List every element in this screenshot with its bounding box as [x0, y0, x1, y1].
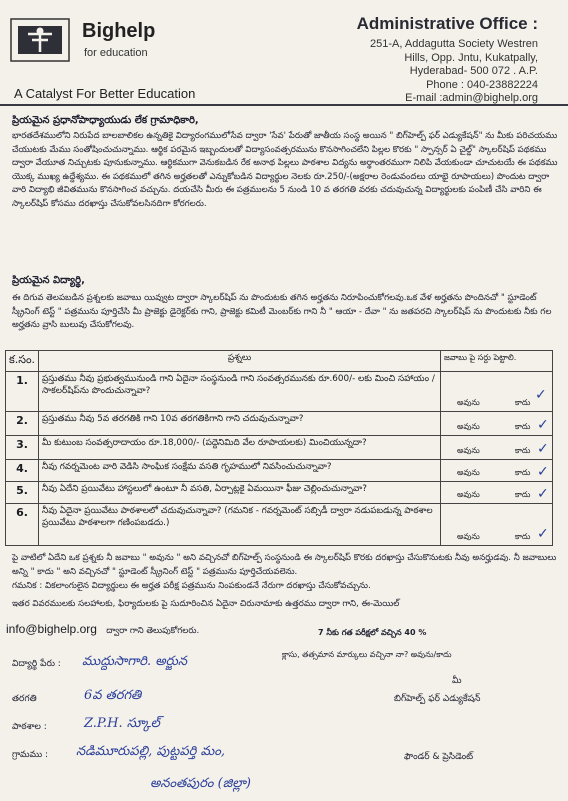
row-number: 3.	[6, 436, 39, 460]
greeting-headmaster: ప్రియమైన ప్రధానోపాధ్యాయుడు లేక గ్రామాధికారి,	[12, 115, 199, 126]
checkmark-icon: ✓	[537, 526, 549, 542]
address-line: 251-A, Addagutta Society Westren	[370, 38, 538, 50]
signature-closing: మీ	[452, 676, 462, 686]
checkmark-icon: ✓	[537, 464, 549, 480]
intro-paragraph: భారతదేశములోని నిరుపేద బాలబాలికల ఉన్నతికై విద్యారంగములోసేవ ద్వారా 'సేవ' పేరుతో జాతీయ సంస్థ అయిన " బిగ్‌హెల్ప్ ఫర్ ఎడ్యుకేషన్" ను మీకు పరిచయము చేయుటకు మేము సంతోషించుచున్నాము. ఆర్థిక పరమైన ఇబ్బందులతో విద్యాసంవత్సరమును కొనసాగించలేని పిల్లల కొరకు " స్పాన్సర్ ఏ చైల్డ్" స్కాలర్‌షిప్ పథకము ద్వారా వేయూత నిచ్చుటకు పూనుకున్నాము. ఆర్థికముగా వెనుకబడిన రేక అనాథ పిల్లలు పాఠశాల విద్యను అర్థాంతరముగా నిలిపి వేయకుండా చూచుటయే ఈ పథకము యొక్క ముఖ్య ఉద్దేశ్యము. ఈ పథకములో తగిన అర్హతలతో ఎన్నుకోబడిన విద్యార్థుల నెలకు రూ.250/-(అక్షరాల రెండువందలు యాభై రూపాయలు) పొందుట ద్వారా వారి విద్యాభి జీవితమును కొనసాగించ వచ్చును. దయచేసి మీరు ఈ పత్రములను 5 నుండి 10 వ తరగతి వరకు చదువుచున్న విద్యార్థులకు పంపిణీ చేసి వారిని ఈ స్కాలర్‌షిప్ కోసము దరఖాస్తు చేసుకోవలసినదిగా కోరగలరు.	[12, 131, 558, 209]
yes-option[interactable]: అవును	[457, 398, 480, 407]
answer-cell[interactable]	[441, 482, 553, 504]
email-line: E-mail :admin@bighelp.org	[405, 92, 538, 104]
checkmark-icon: ✓	[535, 387, 547, 403]
contact-paragraph: ఇతర వివరములకు సలహాలకు, ఫిర్యాదులకు పై సుదూరించిన ఏదైనా చిరునామాకు ఉత్తరము ద్వారా గాని, ఈ-మెయిల్	[12, 599, 400, 609]
yes-option[interactable]: అవును	[457, 532, 480, 541]
class-label: తరగతి	[12, 694, 37, 704]
office-address	[370, 38, 538, 106]
row-number: 4.	[6, 460, 39, 482]
answer-cell[interactable]	[441, 504, 553, 546]
yes-option[interactable]: అవును	[457, 468, 480, 477]
eligibility-table	[5, 350, 553, 546]
question-text: మీ కుటుంబ సంవత్సరాదాయం రూ.18,000/- (పద్దెనిమిది వేల రూపాయలకు) మించియున్నదా?	[39, 436, 441, 460]
village-field[interactable]: నడిమూరుపల్లి, పుట్టపర్తి మం,	[76, 744, 225, 759]
checkmark-icon: ✓	[537, 441, 549, 457]
student-name-label: విద్యార్థి పేరు :	[12, 659, 61, 669]
address-line: Hyderabad- 500 072 . A.P.	[409, 65, 538, 77]
table-row	[6, 436, 553, 460]
disability-note: గమనిక : వికలాంగులైన విద్యార్థులు ఈ అర్హత పరీక్ష పత్రమును నింపకుండనే నేరుగా దరఖాస్తు చేసుకోవచ్చును.	[12, 581, 371, 591]
answer-cell[interactable]	[441, 436, 553, 460]
question-text: నీవు గవర్నమెంట వారి వెడిసి సాంఘిక సంక్షేమ వసతి గృహములో నివసించుచున్నావా?	[39, 460, 441, 482]
col-question-header: ప్రశ్నలు	[39, 351, 441, 372]
eligibility-paragraph: పై వాటిలో ఏదేని ఒక ప్రశ్నకు నీ జవాబు " అవును " అని వచ్చినచో బిగ్‌హెల్ప్ సంస్థనుండి ఈ స్కాలర్‌షిప్ కొరకు దరఖాస్తు చేసుకొనుటకు నీవు అనర్హుడవు. నీ జవాబులు అన్ని " కాదు " అని వచ్చినచో " స్టూడెంట్ స్క్రీనింగ్ టెస్ట్ " పత్రమును పూర్తిచేయవలెను.	[12, 553, 557, 577]
col-number-header: క.సం.	[6, 351, 39, 372]
table-row	[6, 372, 553, 412]
no-option[interactable]: కాదు	[515, 446, 531, 455]
no-option[interactable]: కాదు	[515, 468, 531, 477]
phone-line: Phone : 040-23882224	[426, 78, 538, 91]
contact-email-link[interactable]: info@bighelp.org	[6, 622, 97, 636]
checkmark-icon: ✓	[537, 417, 549, 433]
marks-note: 7 నీకు గత పరీక్షలో వచ్చిన 40 %	[318, 628, 427, 637]
no-option[interactable]: కాదు	[515, 422, 531, 431]
col-answer-header: జవాబు పై సర్దు పెట్టాలి.	[441, 351, 553, 372]
answer-cell[interactable]	[441, 460, 553, 482]
checkmark-icon: ✓	[537, 486, 549, 502]
yes-option[interactable]: అవును	[457, 446, 480, 455]
row-number: 1.	[6, 372, 39, 412]
question-text: నీవు ఏదైనా ప్రయివేటు పాఠశాలలో చదువుచున్నావా? (గమనిక - గవర్నమెంట్ సబ్సిడీ ద్వారా నడుపబడున్న పాఠశాల ప్రయివేటు పాఠశాలగా గణింపబడదు.)	[39, 504, 441, 546]
row-number: 6.	[6, 504, 39, 546]
brand-subtitle: for education	[84, 47, 148, 59]
school-label: పాఠశాల :	[12, 722, 47, 732]
question-text: నీవు ఏదేని ప్రయివేటు హాస్టలులో ఉంటూ నీ వసతి, ఏర్పాట్లకై ఏమయినా ఫీజు చెల్లించుచున్నావా?	[39, 482, 441, 504]
answer-cell[interactable]	[441, 372, 553, 412]
question-text: ప్రస్తుతము నీవు 5వ తరగతికి గాని 10వ తరగతికిగాని గాని చదువుచున్నావా?	[39, 412, 441, 436]
table-row	[6, 460, 553, 482]
no-option[interactable]: కాదు	[515, 398, 531, 407]
district-field[interactable]: అనంతపురం (జిల్లా)	[150, 776, 251, 791]
contact-email-tail: ద్వారా గాని తెలుపుకోగలరు.	[106, 626, 200, 636]
address-line: Hills, Opp. Jntu, Kukatpally,	[404, 51, 538, 64]
question-text: ప్రస్తుతము నీవు ప్రభుత్వమునుండి గాని ఏదైనా సంస్థనుండి గాని సంవత్సరమునకు రూ.600/- లకు మించి సహాయం / సాకలర్‌షిప్‌ను పొందుచున్నావా?	[39, 372, 441, 412]
class-field[interactable]: 6వ తరగతి	[84, 688, 142, 703]
header-divider	[0, 104, 568, 106]
table-row	[6, 412, 553, 436]
yes-option[interactable]: అవును	[457, 490, 480, 499]
greeting-student: ప్రియమైన విద్యార్థి,	[12, 275, 85, 286]
yes-option[interactable]: అవును	[457, 422, 480, 431]
row-number: 5.	[6, 482, 39, 504]
brand-name: Bighelp	[82, 20, 156, 42]
village-label: గ్రామము :	[12, 750, 49, 760]
bighelp-logo-icon	[10, 18, 70, 62]
marks-note-question: క్లాసు, తత్సమాన మార్కులు వచ్చినా నా? అవును/కాదు	[282, 650, 452, 659]
signature-org: బిగ్‌హెల్ప్ ఫర్ ఎడ్యుకేషన్	[394, 694, 481, 704]
signature-role: ఫౌండర్ & ప్రెసిడెంట్	[404, 752, 474, 762]
student-name-field[interactable]: ముద్దుసాగారి. అర్జున	[82, 654, 188, 669]
office-title: Administrative Office :	[356, 14, 538, 33]
table-row	[6, 482, 553, 504]
row-number: 2.	[6, 412, 39, 436]
table-header-row	[6, 351, 553, 372]
table-row	[6, 504, 553, 546]
student-paragraph: ఈ దిగువ తెలపబడిన ప్రశ్నలకు జవాబు యివ్వుట ద్వారా స్కాలర్‌షిప్ ను పొందుటకు తగిన అర్హతను నిరూపించుకోగలవు.ఒక వేళ అర్హతను పొందినచో " స్టూడెంట్ స్క్రీనింగ్ టెస్ట్ " పత్రమును పూర్తిచేసి మీ ప్రాజెక్టు డైరెక్టర్‌కు గాని, ప్రాజెక్టు కమిటీ మెంబర్‌కు గాని నీ " ఆయా - దేవా " ను జతపరచి స్కాలర్‌షిప్ ను పొందుటకు నీకు గల అర్హతను వ్రాసి బులువు చేసుకోగలవు.	[12, 293, 552, 330]
tagline: A Catalyst For Better Education	[14, 86, 196, 101]
no-option[interactable]: కాదు	[515, 490, 531, 499]
school-field[interactable]: Z.P.H. స్కూల్	[84, 716, 160, 731]
no-option[interactable]: కాదు	[515, 532, 531, 541]
answer-cell[interactable]	[441, 412, 553, 436]
